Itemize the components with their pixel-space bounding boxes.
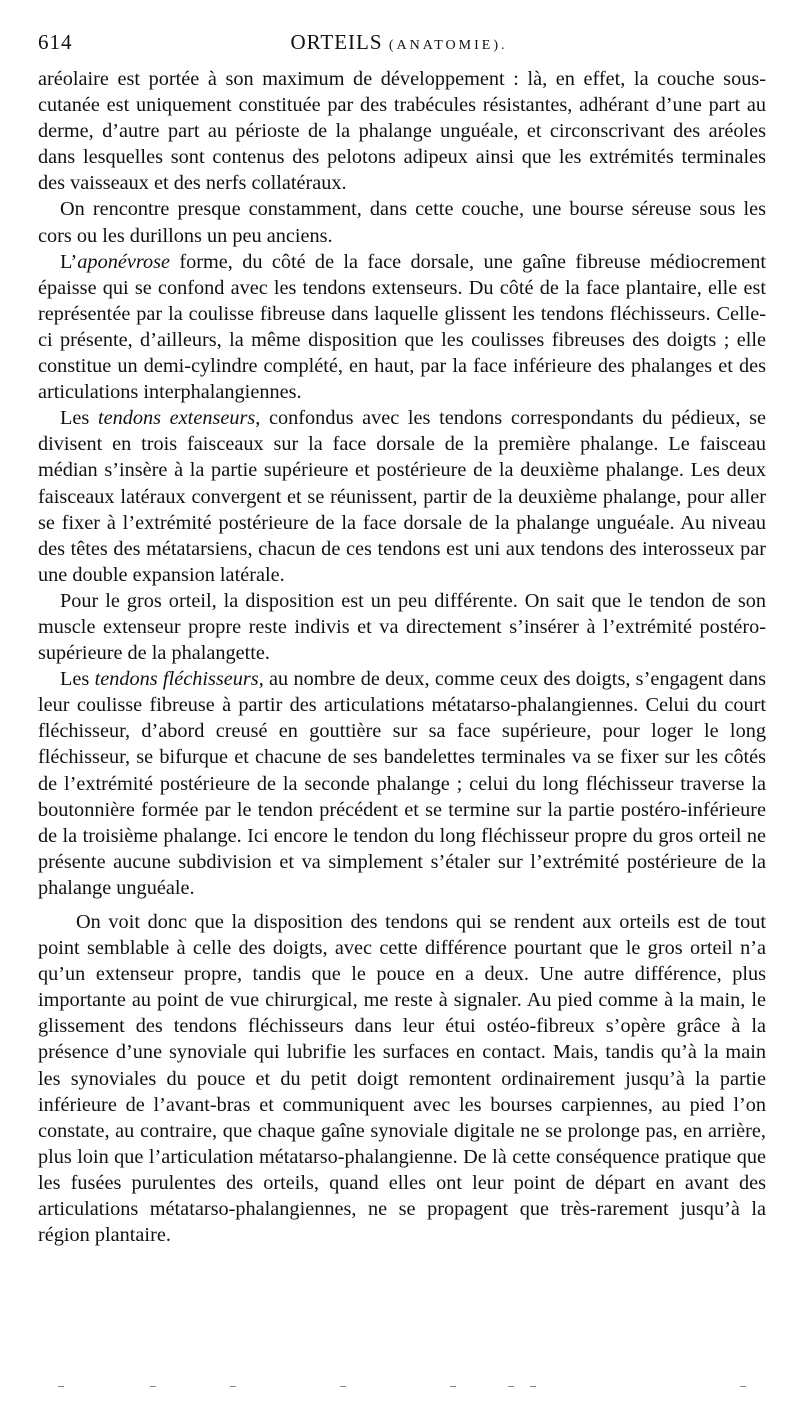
- paragraph-4: Les tendons extenseurs, confondus avec les tendons correspondants du pédieux, se divisent en trois faisceaux sur la face dorsale de la première phalange. Le faisceau médian s’insère à la partie supérieure et postérieure de la deuxième phalange. Les deux faisceaux latéraux convergent et se réunissent, partir de la deuxième phalange, pour aller se fixer à l’extrémité postérieure de la face dorsale de la phalange unguéale. Au niveau des têtes des métatarsiens, chacun de ces tendons est uni aux tendons des interosseux par une double expansion latérale.: [38, 407, 766, 586]
- footer-specks: [40, 1386, 760, 1390]
- paragraph-1: aréolaire est portée à son maximum de développement : là, en effet, la couche sous-cutanée est uniquement constituée par des trabécules résistantes, adhérant d’une part au derme, d’autre part au périoste de la phalange unguéale, et circonscrivant des aréoles dans lesquelles sont contenus des pelotons adipeux ainsi que les extrémités terminales des vaisseaux et des nerfs collatéraux.: [38, 68, 766, 195]
- paragraph-5: Pour le gros orteil, la disposition est un peu différente. On sait que le tendon de son muscle extenseur propre reste indivis et va directement s’insérer à l’extrémité postéro-supérieure de la phalangette.: [38, 589, 766, 665]
- paragraph-6: Les tendons fléchisseurs, au nombre de deux, comme ceux des doigts, s’engagent dans leur coulisse fibreuse à partir des articulations métatarso-phalangiennes. Celui du court fléchisseur, d’abord creusé en gouttière sur sa face supérieure, pour loger le long fléchisseur, se bifurque et chacune de ses bandelettes terminales va se fixer sur les côtés de l’extrémité postérieure de la seconde phalange ; celui du long fléchisseur traverse la boutonnière formée par le tendon précédent et se termine sur la partie postéro-inférieure de la troisième phalange. Ici encore le tendon du long fléchisseur propre du gros orteil ne présente aucune subdivision et va simplement s’étaler sur l’extrémité postérieure de la phalange unguéale.: [38, 668, 766, 899]
- paragraph-2: On rencontre presque constamment, dans cette couche, une bourse séreuse sous les cors ou les durillons un peu anciens.: [38, 198, 766, 247]
- paragraph-3: L’aponévrose forme, du côté de la face dorsale, une gaîne fibreuse médiocrement épaisse qui se confond avec les tendons extenseurs. Du côté de la face plantaire, elle est représentée par la coulisse fibreuse dans laquelle glissent les tendons fléchisseurs. Celle-ci présente, d’ailleurs, la même disposition que les coulisses fibreuses des doigts ; elle constitue un demi-cylindre complété, en haut, par la face inférieure des phalanges et des articulations interphalangiennes.: [38, 250, 766, 404]
- running-title: [38, 30, 760, 55]
- paragraph-7: On voit donc que la disposition des tendons qui se rendent aux orteils est de tout point semblable à celle des doigts, avec cette différence pourtant que le gros orteil n’a qu’un extenseur propre, tandis que le pouce en a deux. Une autre différence, plus importante au point de vue chirurgical, me reste à signaler. Au pied comme à la main, le glissement des tendons fléchisseurs dans leur étui ostéo-fibreux s’opère grâce à la présence d’une synoviale qui lubrifie les surfaces en contact. Mais, tandis qu’à la main les synoviales du pouce et du petit doigt remontent ordinairement jusqu’à la partie inférieure de l’avant-bras et communiquent avec les bourses carpiennes, au pied l’on constate, au contraire, que chaque gaîne synoviale digitale ne se prolonge pas, en arrière, plus loin que l’articulation métatarso-phalangienne. De là cette conséquence pratique que les fusées purulentes des orteils, quand elles ont leur point de départ en avant des articulations métatarso-phalangiennes, ne se propagent que très-rarement jusqu’à la région plantaire.: [38, 911, 766, 1247]
- term-tendons-extenseurs: tendons extenseurs: [97, 407, 256, 430]
- term-tendons-flechisseurs: tendons fléchisseurs: [94, 668, 259, 691]
- term-aponevrose: aponévrose: [77, 250, 171, 273]
- page-number: 614: [38, 30, 73, 54]
- body-text: [38, 66, 766, 1248]
- running-title-sub: (ANATOMIE).: [388, 38, 508, 53]
- running-title-main: ORTEILS: [290, 30, 383, 54]
- running-header: [38, 30, 760, 60]
